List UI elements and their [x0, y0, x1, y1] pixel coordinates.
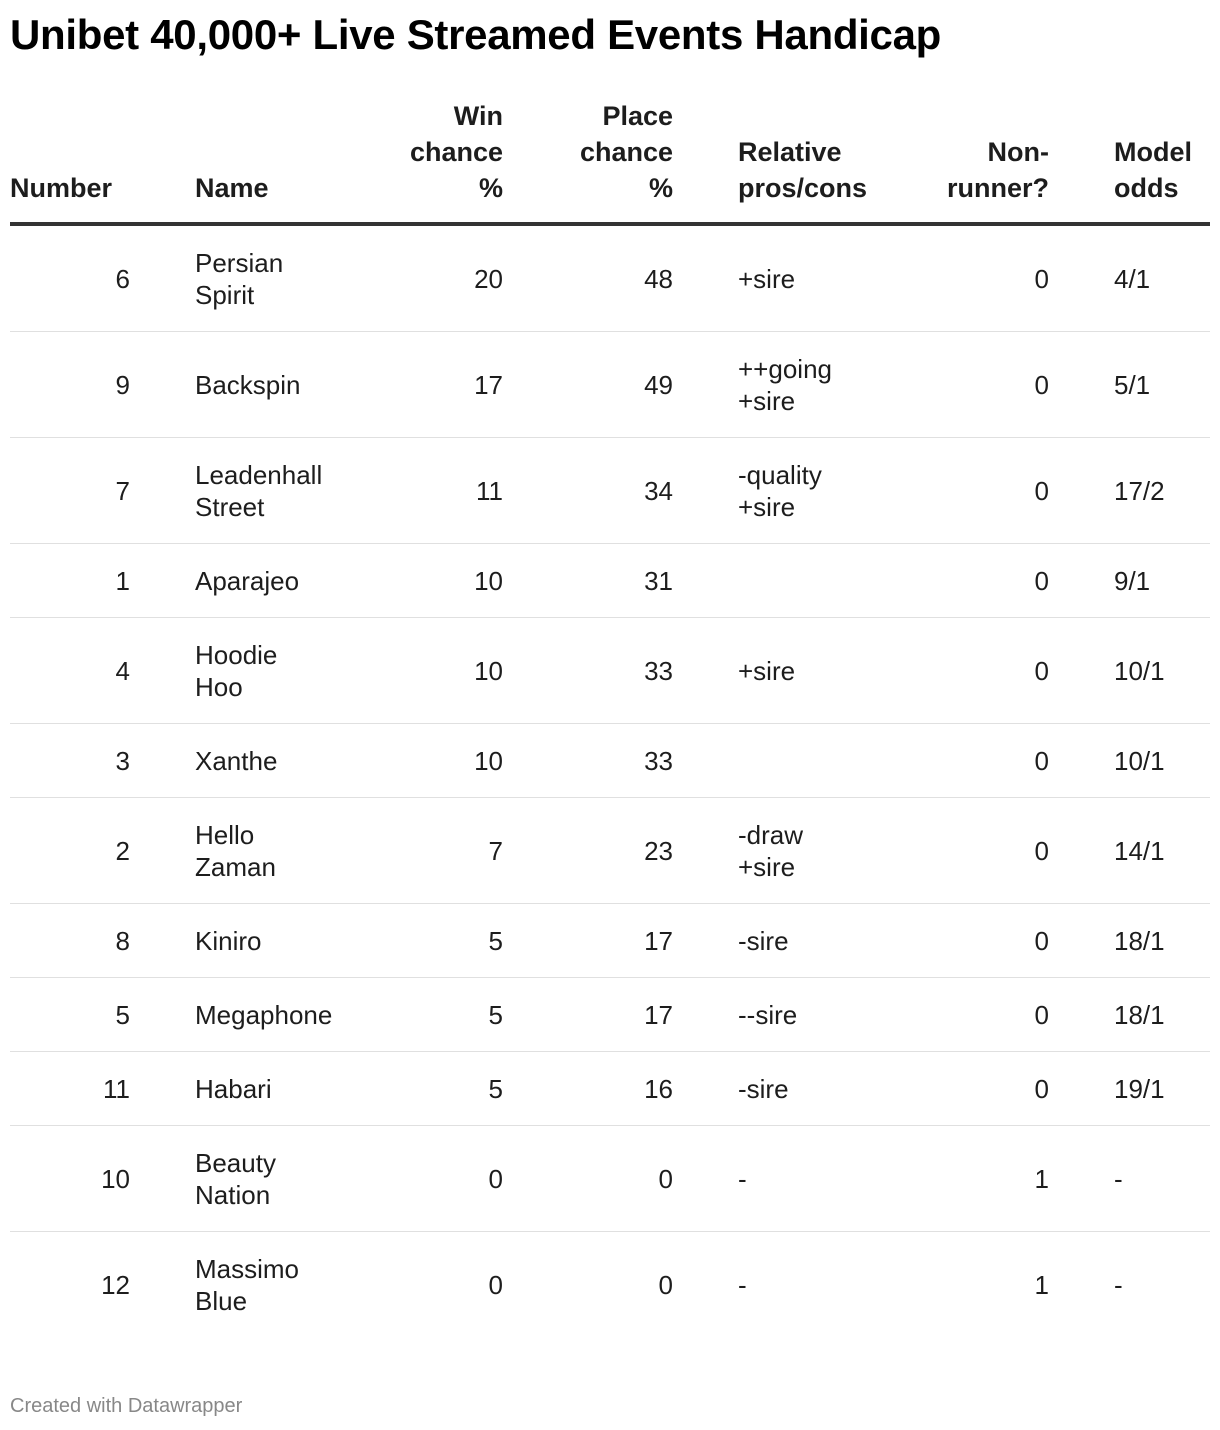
cell-pros-cons — [673, 724, 866, 798]
cell-pros-cons: ++going +sire — [673, 332, 866, 438]
table-row — [10, 438, 1210, 544]
datawrapper-credit: Created with Datawrapper — [10, 1395, 243, 1417]
cell-non-runner: 0 — [866, 724, 1049, 798]
cell-non-runner: 0 — [866, 438, 1049, 544]
table-row — [10, 332, 1210, 438]
cell-non-runner: 0 — [866, 618, 1049, 724]
cell-name: Xanthe — [185, 724, 355, 798]
cell-place-chance: 17 — [503, 978, 673, 1052]
table-row — [10, 544, 1210, 618]
cell-number: 2 — [10, 798, 185, 904]
cell-pros-cons: - — [673, 1126, 866, 1232]
table-row — [10, 1232, 1210, 1338]
cell-win-chance: 10 — [355, 724, 503, 798]
cell-place-chance: 16 — [503, 1052, 673, 1126]
cell-name: Persian Spirit — [185, 224, 355, 332]
cell-non-runner: 0 — [866, 224, 1049, 332]
cell-name: Hello Zaman — [185, 798, 355, 904]
cell-place-chance: 48 — [503, 224, 673, 332]
cell-win-chance: 10 — [355, 618, 503, 724]
cell-model-odds: 18/1 — [1049, 904, 1210, 978]
column-header-pros-cons[interactable]: Relative pros/cons — [673, 98, 866, 224]
cell-pros-cons: --sire — [673, 978, 866, 1052]
cell-name: Leadenhall Street — [185, 438, 355, 544]
cell-model-odds: 18/1 — [1049, 978, 1210, 1052]
cell-place-chance: 17 — [503, 904, 673, 978]
cell-win-chance: 5 — [355, 978, 503, 1052]
column-header-place-chance[interactable]: Place chance % — [503, 98, 673, 224]
cell-model-odds: 14/1 — [1049, 798, 1210, 904]
cell-pros-cons: +sire — [673, 618, 866, 724]
cell-pros-cons: -draw +sire — [673, 798, 866, 904]
cell-win-chance: 5 — [355, 1052, 503, 1126]
table-row — [10, 798, 1210, 904]
table-row — [10, 724, 1210, 798]
column-header-win-chance[interactable]: Win chance % — [355, 98, 503, 224]
cell-place-chance: 23 — [503, 798, 673, 904]
chart-title: Unibet 40,000+ Live Streamed Events Handicap — [10, 11, 942, 58]
column-header-model-odds[interactable]: Model odds — [1049, 98, 1210, 224]
cell-number: 6 — [10, 224, 185, 332]
cell-place-chance: 33 — [503, 724, 673, 798]
cell-non-runner: 1 — [1034, 1269, 1049, 1300]
cell-number: 5 — [10, 978, 185, 1052]
cell-name: Megaphone — [185, 978, 355, 1052]
cell-win-chance: 5 — [355, 904, 503, 978]
cell-name: Beauty Nation — [185, 1126, 355, 1232]
cell-place-chance: 0 — [503, 1126, 673, 1232]
results-table — [10, 98, 1210, 1337]
table-row — [10, 1052, 1210, 1126]
cell-place-chance: 0 — [658, 1269, 673, 1300]
cell-non-runner: 0 — [866, 1052, 1049, 1126]
cell-non-runner: 0 — [866, 332, 1049, 438]
cell-non-runner: 0 — [866, 544, 1049, 618]
cell-number: 10 — [10, 1126, 185, 1232]
cell-win-chance: 0 — [488, 1269, 503, 1300]
cell-model-odds: 19/1 — [1049, 1052, 1210, 1126]
cell-model-odds: - — [1049, 1126, 1210, 1232]
cell-model-odds: 10/1 — [1049, 724, 1210, 798]
cell-pros-cons: -quality +sire — [673, 438, 866, 544]
cell-place-chance: 31 — [503, 544, 673, 618]
cell-model-odds: 17/2 — [1049, 438, 1210, 544]
cell-non-runner: 1 — [866, 1126, 1049, 1232]
cell-number: 4 — [10, 618, 185, 724]
cell-number: 7 — [10, 438, 185, 544]
cell-win-chance: 7 — [355, 798, 503, 904]
cell-win-chance: 11 — [355, 438, 503, 544]
cell-name: Backspin — [185, 332, 355, 438]
cell-non-runner: 0 — [866, 798, 1049, 904]
cell-win-chance: 20 — [355, 224, 503, 332]
cell-number: 11 — [10, 1052, 185, 1126]
cell-number: 9 — [10, 332, 185, 438]
column-header-non-runner[interactable]: Non- runner? — [866, 98, 1049, 224]
cell-model-odds: 9/1 — [1049, 544, 1210, 618]
cell-model-odds: 10/1 — [1049, 618, 1210, 724]
cell-model-odds: 4/1 — [1049, 224, 1210, 332]
cell-name: Massimo Blue — [195, 1253, 300, 1316]
cell-win-chance: 10 — [355, 544, 503, 618]
cell-number: 12 — [101, 1269, 130, 1300]
cell-place-chance: 34 — [503, 438, 673, 544]
column-header-number[interactable]: Number — [10, 98, 185, 224]
cell-non-runner: 0 — [866, 904, 1049, 978]
table-body — [10, 224, 1210, 1337]
cell-number: 1 — [10, 544, 185, 618]
table-row — [10, 978, 1210, 1052]
cell-name: Aparajeo — [185, 544, 355, 618]
column-header-name[interactable]: Name — [185, 98, 355, 224]
cell-win-chance: 0 — [355, 1126, 503, 1232]
table-header-row — [10, 98, 1210, 224]
cell-win-chance: 17 — [355, 332, 503, 438]
cell-pros-cons: -sire — [673, 904, 866, 978]
cell-pros-cons: +sire — [673, 224, 866, 332]
cell-name: Hoodie Hoo — [185, 618, 355, 724]
cell-non-runner: 0 — [866, 978, 1049, 1052]
cell-place-chance: 33 — [503, 618, 673, 724]
table-row — [10, 904, 1210, 978]
cell-number: 3 — [10, 724, 185, 798]
cell-model-odds: - — [1114, 1269, 1123, 1300]
cell-number: 8 — [10, 904, 185, 978]
cell-name: Habari — [185, 1052, 355, 1126]
cell-name: Kiniro — [185, 904, 355, 978]
cell-pros-cons: -sire — [673, 1052, 866, 1126]
cell-pros-cons — [673, 544, 866, 618]
table-row — [10, 224, 1210, 332]
table-row — [10, 618, 1210, 724]
table-row — [10, 1126, 1210, 1232]
cell-place-chance: 49 — [503, 332, 673, 438]
cell-pros-cons: - — [738, 1269, 747, 1300]
cell-model-odds: 5/1 — [1049, 332, 1210, 438]
